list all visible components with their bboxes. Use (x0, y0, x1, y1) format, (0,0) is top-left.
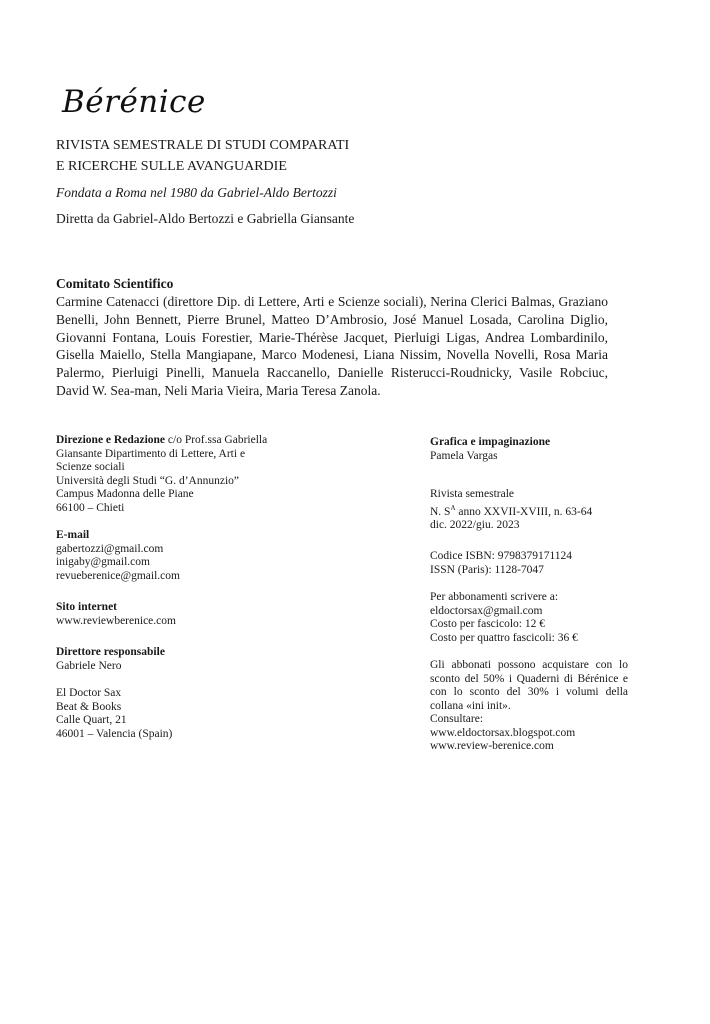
rivista-block (430, 488, 628, 532)
subscription-block (430, 591, 628, 645)
redazione-block (56, 434, 321, 515)
committee-title: Comitato Scientifico (56, 276, 174, 291)
rivista-line-3: dic. 2022/giu. 2023 (430, 518, 520, 531)
publisher-line-1: El Doctor Sax (56, 687, 122, 699)
subscription-cost-1: Costo per fascicolo: 12 € (430, 618, 545, 631)
grafica-label: Grafica e impaginazione (430, 436, 551, 448)
redazione-line-5: Campus Madonna delle Piane (56, 488, 194, 500)
subtitle-line-2: E RICERCHE SULLE AVANGUARDIE (56, 159, 287, 174)
redazione-line-3: Scienze sociali (56, 461, 125, 473)
committee-members: Carmine Catenacci (direttore Dip. di Lettere, Arti e Scienze sociali), Nerina Clerici Balmas, Graziano Benelli, John Bennett, Pierre Brunel, Matteo D’Ambrosio, José Manuel Losada, Carolina Diglio, Giovanni Fontana, Louis Forestier, Marie-Thérèse Jacquet, Pierluigi Ligas, Andrea Lombardinilo, Gisella Maiello, Stella Mangiapane, Marco Modenesi, Liana Nissim, Novella Novelli, Rosa Maria Palermo, Pierluigi Pinelli, Manuela Raccanello, Danielle Risterucci-Roudnicky, Vasile Robciuc, David W. Sea-man, Neli Maria Vieira, Maria Teresa Zanola. (56, 294, 608, 398)
email-block (56, 529, 321, 583)
directed-line: Diretta da Gabriel-Aldo Bertozzi e Gabriella Giansante (56, 211, 355, 226)
email-1: gabertozzi@gmail.com (56, 542, 164, 555)
grafica-block (430, 436, 628, 463)
scientific-committee (56, 275, 608, 400)
url-2: www.review-berenice.com (430, 740, 554, 753)
rivista-line-2: N. $S^A$ anno XXVII-XVIII, n. 63-64 (430, 503, 593, 518)
email-label: E-mail (56, 529, 90, 541)
grafica-name: Pamela Vargas (430, 449, 498, 462)
offer-text: Gli abbonati possono acquistare con lo sconto del 50% i Quaderni di Bérénice e con lo sconto del 30% i volumi della collana «ini init». (430, 659, 628, 712)
email-2: inigaby@gmail.com (56, 556, 150, 568)
director-block (56, 646, 321, 673)
site-url: www.reviewberenice.com (56, 614, 176, 627)
publisher-line-3: Calle Quart, 21 (56, 714, 127, 726)
founded-line: Fondata a Roma nel 1980 da Gabriel-Aldo Bertozzi (56, 185, 337, 200)
issn: ISSN (Paris): 1128-7047 (430, 563, 544, 576)
publisher-block (56, 687, 321, 741)
subscription-line-1: Per abbonamenti scrivere a: (430, 591, 559, 604)
redazione-line-4: Università degli Studi “G. d’Annunzio” (56, 474, 240, 487)
subscription-email: eldoctorsax@gmail.com (430, 604, 543, 617)
offer-block (430, 659, 628, 754)
isbn: Codice ISBN: 9798379171124 (430, 550, 573, 563)
codes-block (430, 550, 628, 577)
redazione-line-6: 66100 – Chieti (56, 501, 125, 514)
site-label: Sito internet (56, 601, 118, 613)
consult-label: Consultare: (430, 713, 484, 726)
site-block (56, 601, 321, 628)
director-label: Direttore responsabile (56, 646, 165, 658)
url-1: www.eldoctorsax.blogspot.com (430, 726, 576, 739)
left-column (56, 434, 321, 741)
redazione-line-1: c/o Prof.ssa Gabriella (165, 434, 268, 446)
publisher-line-2: Beat & Books (56, 700, 122, 713)
right-column (430, 434, 628, 754)
journal-logo: Bérénice (62, 84, 206, 120)
subtitle-line-1: RIVISTA SEMESTRALE DI STUDI COMPARATI (56, 138, 350, 153)
redazione-line-2: Giansante Dipartimento di Lettere, Arti e (56, 447, 246, 460)
redazione-label: Direzione e Redazione (56, 434, 166, 446)
publisher-line-4: 46001 – Valencia (Spain) (56, 727, 173, 740)
email-3: revueberenice@gmail.com (56, 569, 180, 582)
rivista-line-1: Rivista semestrale (430, 488, 514, 500)
subscription-cost-4: Costo per quattro fascicoli: 36 € (430, 631, 578, 644)
director-name: Gabriele Nero (56, 659, 122, 672)
